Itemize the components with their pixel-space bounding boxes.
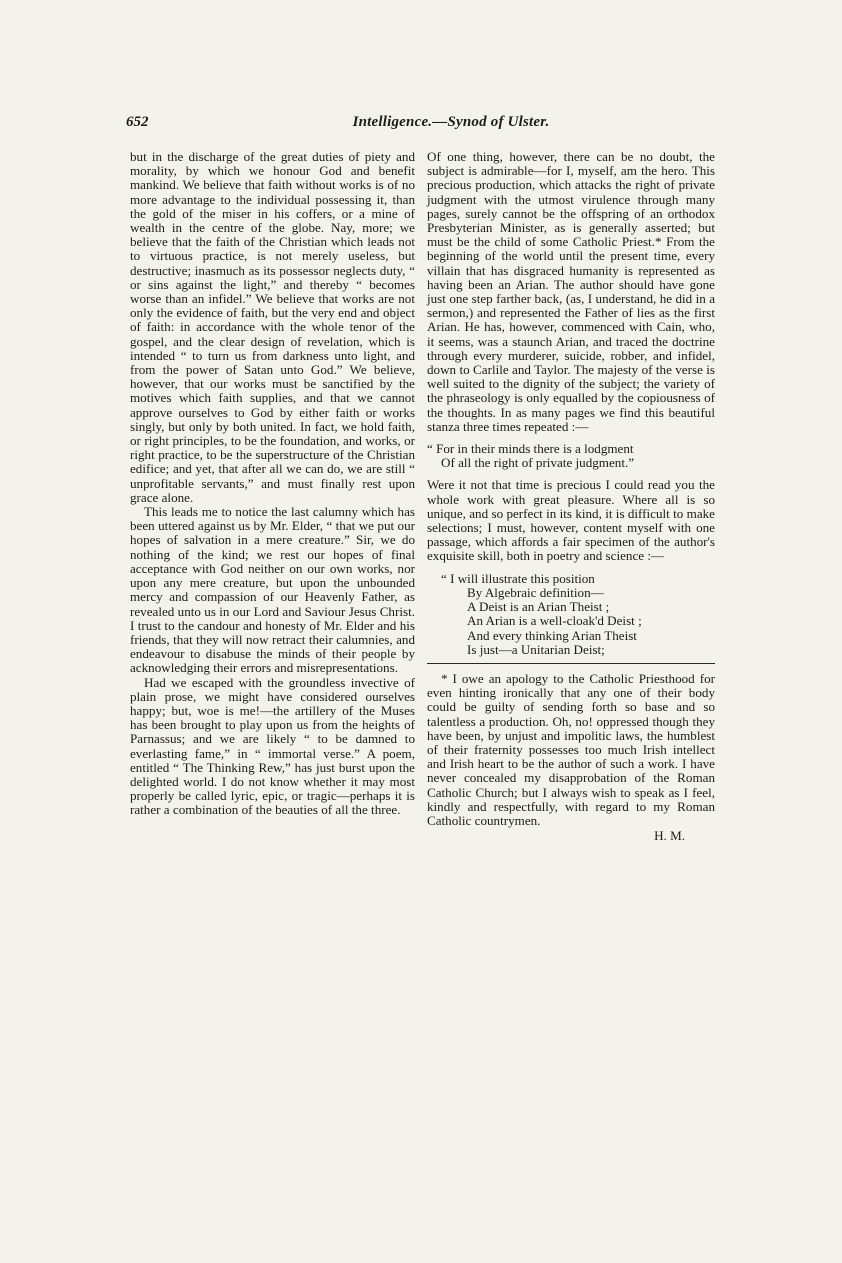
verse-line: And every thinking Arian Theist xyxy=(467,627,637,643)
verse-line: By Algebraic definition— xyxy=(467,584,604,600)
verse-line: “ I will illustrate this position xyxy=(441,570,595,586)
block-quote xyxy=(427,442,715,470)
footnote-divider xyxy=(427,663,715,664)
page-number: 652 xyxy=(126,114,149,130)
paragraph: Of one thing, however, there can be no doubt, the subject is admirable—for I, myself, am the hero. This precious production, which attacks the right of private judgment with the utmost virulence through many pages, surely cannot be the offspring of an orthodox Presbyterian Minister, as is generally asserted; but must be the child of some Catholic Priest.* From the beginning of the world until the present time, every villain that has disgraced humanity is represented as having been an Arian. The author should have gone just one step farther back, (as, I understand, he did in a sermon,) and represented the Father of lies as the first Arian. He has, however, commenced with Cain, who, it seems, was a staunch Arian, and traced the doctrine through every murderer, suicide, robber, and infidel, down to Carlile and Taylor. The majesty of the verse is well suited to the dignity of the subject; the variety of the phraseology is only equalled by the copiousness of the thoughts. In as many pages we find this beautiful stanza three times repeated :— xyxy=(427,149,715,434)
verse-line: Is just—a Unitarian Deist; xyxy=(467,641,605,657)
running-title: Intelligence.—Synod of Ulster. xyxy=(352,114,550,130)
right-column xyxy=(427,150,715,843)
quote-line: Of all the right of private judgment.” xyxy=(441,455,635,471)
footnote-text: * I owe an apology to the Catholic Priesthood for even hinting ironically that any one of their body could be guilty of sending forth so base and so talentless a production. Oh, no! oppressed though they have been, by unjust and impolitic laws, the humblest of their fraternity possesses too much Irish intellect and Irish heart to be the author of such a work. I have never concealed my disapprobation of the Roman Catholic Church; but I always wish to speak as I feel, kindly and respectfully, with regard to my Roman Catholic countrymen. xyxy=(427,670,715,828)
running-header xyxy=(126,114,776,138)
footnote xyxy=(427,672,715,843)
paragraph: Had we escaped with the groundless invective of plain prose, we might have considered ourselves happy; but, woe is me!—the artillery of the Muses has been brought to play upon us from the heights of Parnassus; and we are likely “ to be damned to everlasting fame,” in “ immortal verse.” A poem, entitled “ The Thinking Rew,” has just burst upon the delighted world. I do not know whether it may most properly be called lyric, epic, or tragic—perhaps it is rather a combination of the beauties of all the three. xyxy=(130,674,415,818)
verse-line: A Deist is an Arian Theist ; xyxy=(467,599,610,615)
left-column xyxy=(130,150,415,818)
signature: H. M. xyxy=(654,828,685,844)
paragraph: but in the discharge of the great duties of piety and morality, by which we honour God and benefit mankind. We believe that faith without works is of no more advantage to the individual possessing it, than the gold of the miser in his coffers, or a mine of wealth in the centre of the globe. Nay, more; we believe that the faith of the Christian which leads not to virtuous practice, is not merely useless, but destructive; inasmuch as its possessor neglects duty, “ or sins against the light,” and thereby “ becomes worse than an infidel.” We believe that works are not only the evidence of faith, but the very end and object of faith: in accordance with the whole tenor of the gospel, and the clear design of revelation, which is intended “ to turn us from darkness unto light, and from the power of Satan unto God.” We believe, however, that our works must be sanctified by the motives which faith supplies, and that we cannot approve ourselves to God by either faith or works singly, but only by both united. In fact, we hold faith, or right principles, to be the foundation, and works, or right practice, to be the superstructure of the Christian edifice; and yet, that after all we can do, we are still “ unprofitable servants,” and must finally rest upon grace alone. xyxy=(130,149,415,505)
verse-line: An Arian is a well-cloak'd Deist ; xyxy=(467,613,642,629)
quote-line: “ For in their minds there is a lodgment xyxy=(427,441,634,457)
paragraph: Were it not that time is precious I could read you the whole work with great pleasure. Where all is so unique, and so perfect in its kind, it is difficult to make selections; I must, however, content myself with one passage, which affords a fair specimen of the author's exquisite skill, both in poetry and science :— xyxy=(427,477,715,564)
verse-excerpt xyxy=(441,572,715,657)
paragraph: This leads me to notice the last calumny which has been uttered against us by Mr. Elder, “ that we put our hopes of salvation in a mere creature.” Sir, we do nothing of the kind; we rest our hopes of final acceptance with God neither on our own works, nor upon any mere creature, but upon the unbounded mercy and compassion of our Heavenly Father, as revealed unto us in our Lord and Saviour Jesus Christ. I trust to the candour and honesty of Mr. Elder and his friends, that they will now retract their calumnies, and endeavour to disabuse the minds of their people by acknowledging their errors and misrepresentations. xyxy=(130,504,415,676)
